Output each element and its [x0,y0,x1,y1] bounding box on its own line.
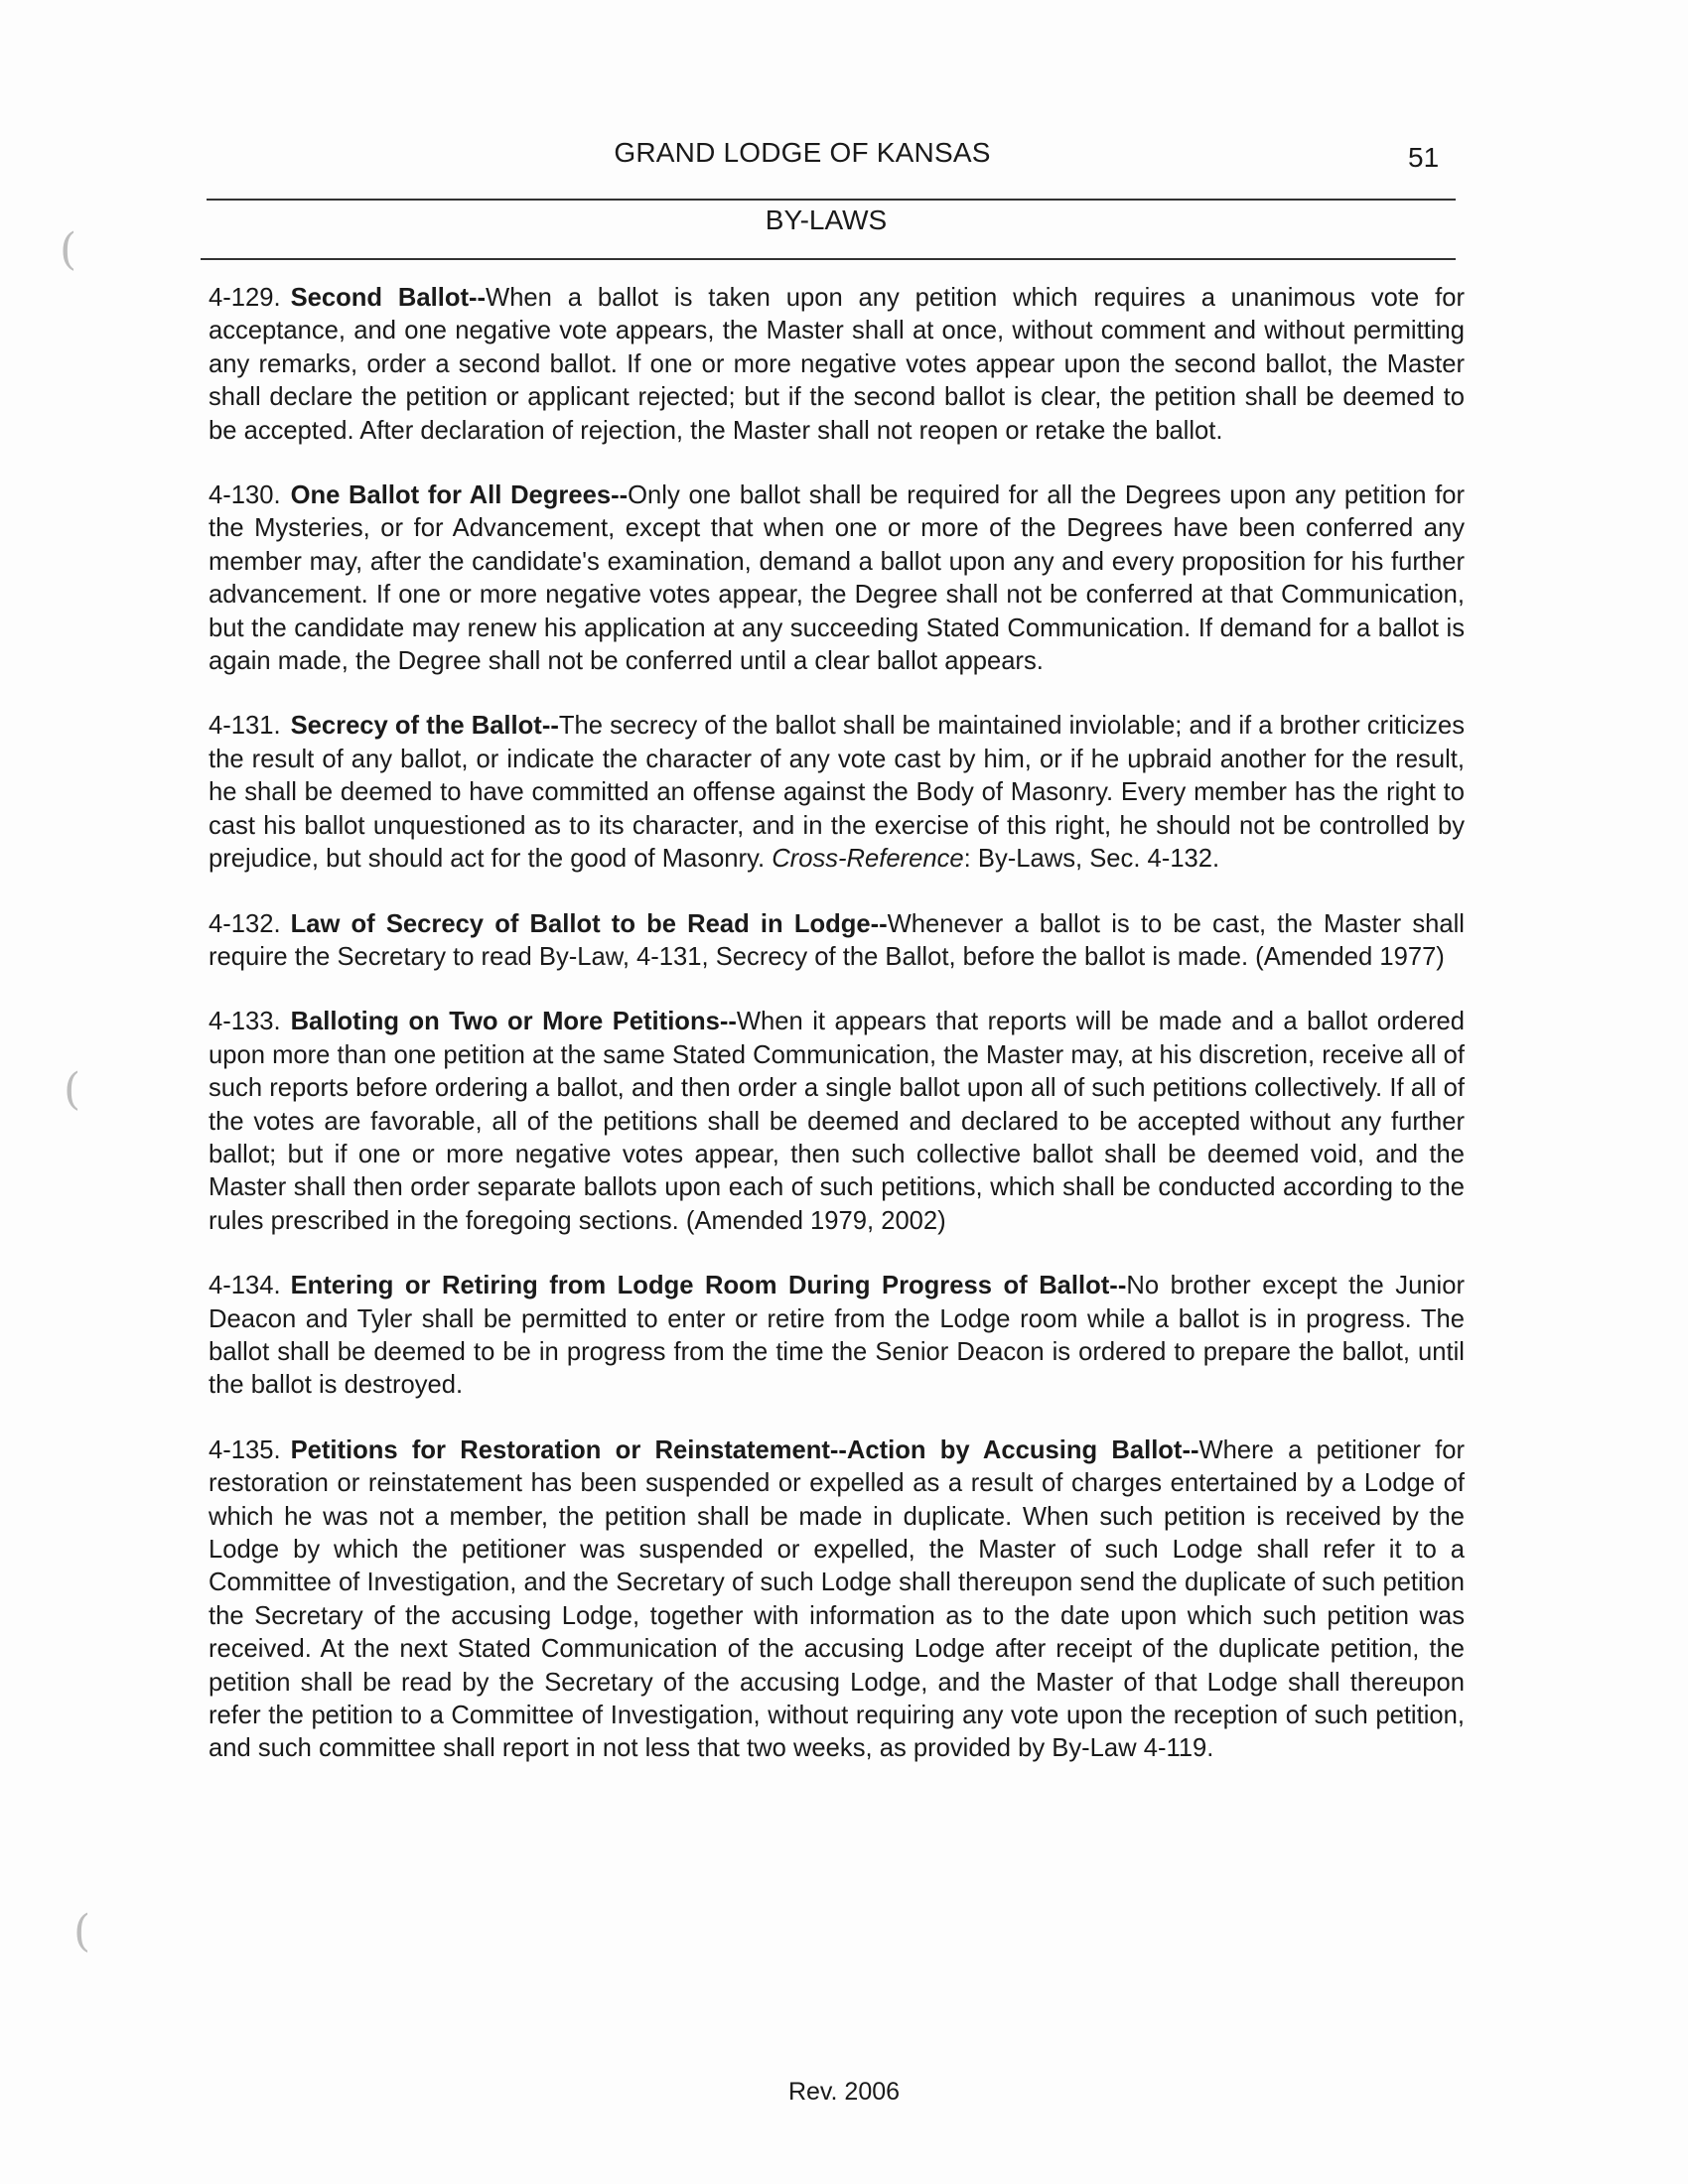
margin-punch-mark: ( [73,1906,91,1957]
section-text: Where a petitioner for restoration or reinstatement has been suspended or expelled as a result of charges entertained by a Lodge of which he was not a member, the petition shall be made in duplicate. When such petition is received by the Lodge by which the petitioner was suspended or expelled, the Master of such Lodge shall refer it to a Committee of Investigation, and the Secretary of such Lodge shall thereupon send the duplicate of such petition the Secretary of the accusing Lodge, together with information as to the date upon which such petition was received. At the next Stated Communication of the accusing Lodge after receipt of the duplicate petition, the petition shall be read by the Secretary of the accusing Lodge, and the Master of that Lodge shall thereupon refer the petition to a Committee of Investigation, without requiring any vote upon the reception of such petition, and such committee shall report in not less that two weeks, as provided by By-Law 4-119. [209,1435,1465,1763]
page-footer-revision: Rev. 2006 [787,2078,901,2106]
bylaw-section-4-131 [209,710,1465,876]
section-title: One Ballot for All Degrees-- [290,481,629,510]
section-number: 4-130. [209,481,281,510]
section-title: Petitions for Restoration or Reinstatement--Action by Accusing Ballot-- [290,1435,1199,1464]
section-title: Law of Secrecy of Ballot to be Read in Lodge-- [290,909,888,938]
bylaw-section-4-135 [209,1434,1465,1766]
section-title: Second Ballot-- [290,284,487,312]
section-text: Only one ballot shall be required for all the Degrees upon any petition for the Mysteries, or for Advancement, except that when one or more of the Degrees have been conferred any member may, after the candidate's examination, demand a ballot upon any and every proposition for his further advancement. If one or more negative votes appear, the Degree shall not be conferred at that Communication, but the candidate may renew his application at any succeeding Stated Communication. If demand for a ballot is again made, the Degree shall not be conferred until a clear ballot appears. [209,481,1465,676]
bylaw-section-4-129 [209,282,1465,448]
section-number: 4-134. [209,1272,281,1300]
section-title: Secrecy of the Ballot-- [290,712,559,741]
section-number: 4-135. [209,1435,281,1464]
section-number: 4-133. [209,1008,281,1036]
page-header-title: GRAND LODGE OF KANSAS [614,137,991,168]
bylaw-section-4-134 [209,1270,1465,1403]
page-header-subtitle: BY-LAWS [765,205,888,235]
section-text: When a ballot is taken upon any petition which requires a unanimous vote for acceptance, and one negative vote appears, the Master shall at once, without comment and without permitting any remarks, order a second ballot. If one or more negative votes appear upon the second ballot, the Master shall declare the petition or applicant rejected; but if the second ballot is clear, the petition shall be deemed to be accepted. After declaration of rejection, the Master shall not reopen or retake the ballot. [209,284,1465,445]
section-text: Whenever a ballot is to be cast, the Master shall require the Secretary to read By-Law, 4-131, Secrecy of the Ballot, before the ballot is made. (Amended 1977) [209,909,1465,971]
bylaw-section-4-132 [209,908,1465,975]
section-number: 4-132. [209,909,281,938]
margin-punch-mark: ( [60,224,77,275]
header-rule-bottom [201,258,1456,260]
section-number: 4-129. [209,284,281,312]
section-text: When it appears that reports will be made and a ballot ordered upon more than one petition at the same Stated Communication, the Master may, at his discretion, receive all of such reports before ordering a ballot, and then order a single ballot upon all of such petitions collectively. If all of the votes are favorable, all of the petitions shall be deemed and declared to be accepted without any further ballot; but if one or more negative votes appear, then such collective ballot shall be deemed void, and the Master shall then order separate ballots upon each of such petitions, which shall be conducted according to the rules prescribed in the foregoing sections. (Amended 1979, 2002) [209,1008,1465,1235]
cross-reference-text: : By-Laws, Sec. 4-132. [963,845,1220,874]
section-title: Balloting on Two or More Petitions-- [290,1008,737,1036]
header-rule-top [207,199,1456,201]
bylaw-section-4-130 [209,479,1465,678]
bylaw-section-4-133 [209,1006,1465,1238]
section-text: No brother except the Junior Deacon and Tyler shall be permitted to enter or retire from the Lodge room while a ballot is in progress. The ballot shall be deemed to be in progress from the time the Senior Deacon is ordered to prepare the ballot, until the ballot is destroyed. [209,1272,1465,1400]
section-title: Entering or Retiring from Lodge Room During Progress of Ballot-- [290,1272,1127,1300]
page-number: 51 [1408,142,1440,173]
cross-reference-label: Cross-Reference [772,845,964,874]
bylaws-body [209,282,1465,1798]
section-text: The secrecy of the ballot shall be maintained inviolable; and if a brother criticizes the result of any ballot, or indicate the character of any vote cast by him, or if he upbraid another for the result, he shall be deemed to have committed an offense against the Body of Masonry. Every member has the right to cast his ballot unquestioned as to its character, and in the exercise of this right, he should not be controlled by prejudice, but should act for the good of Masonry. [209,712,1465,874]
margin-punch-mark: ( [64,1064,81,1115]
section-number: 4-131. [209,712,281,741]
